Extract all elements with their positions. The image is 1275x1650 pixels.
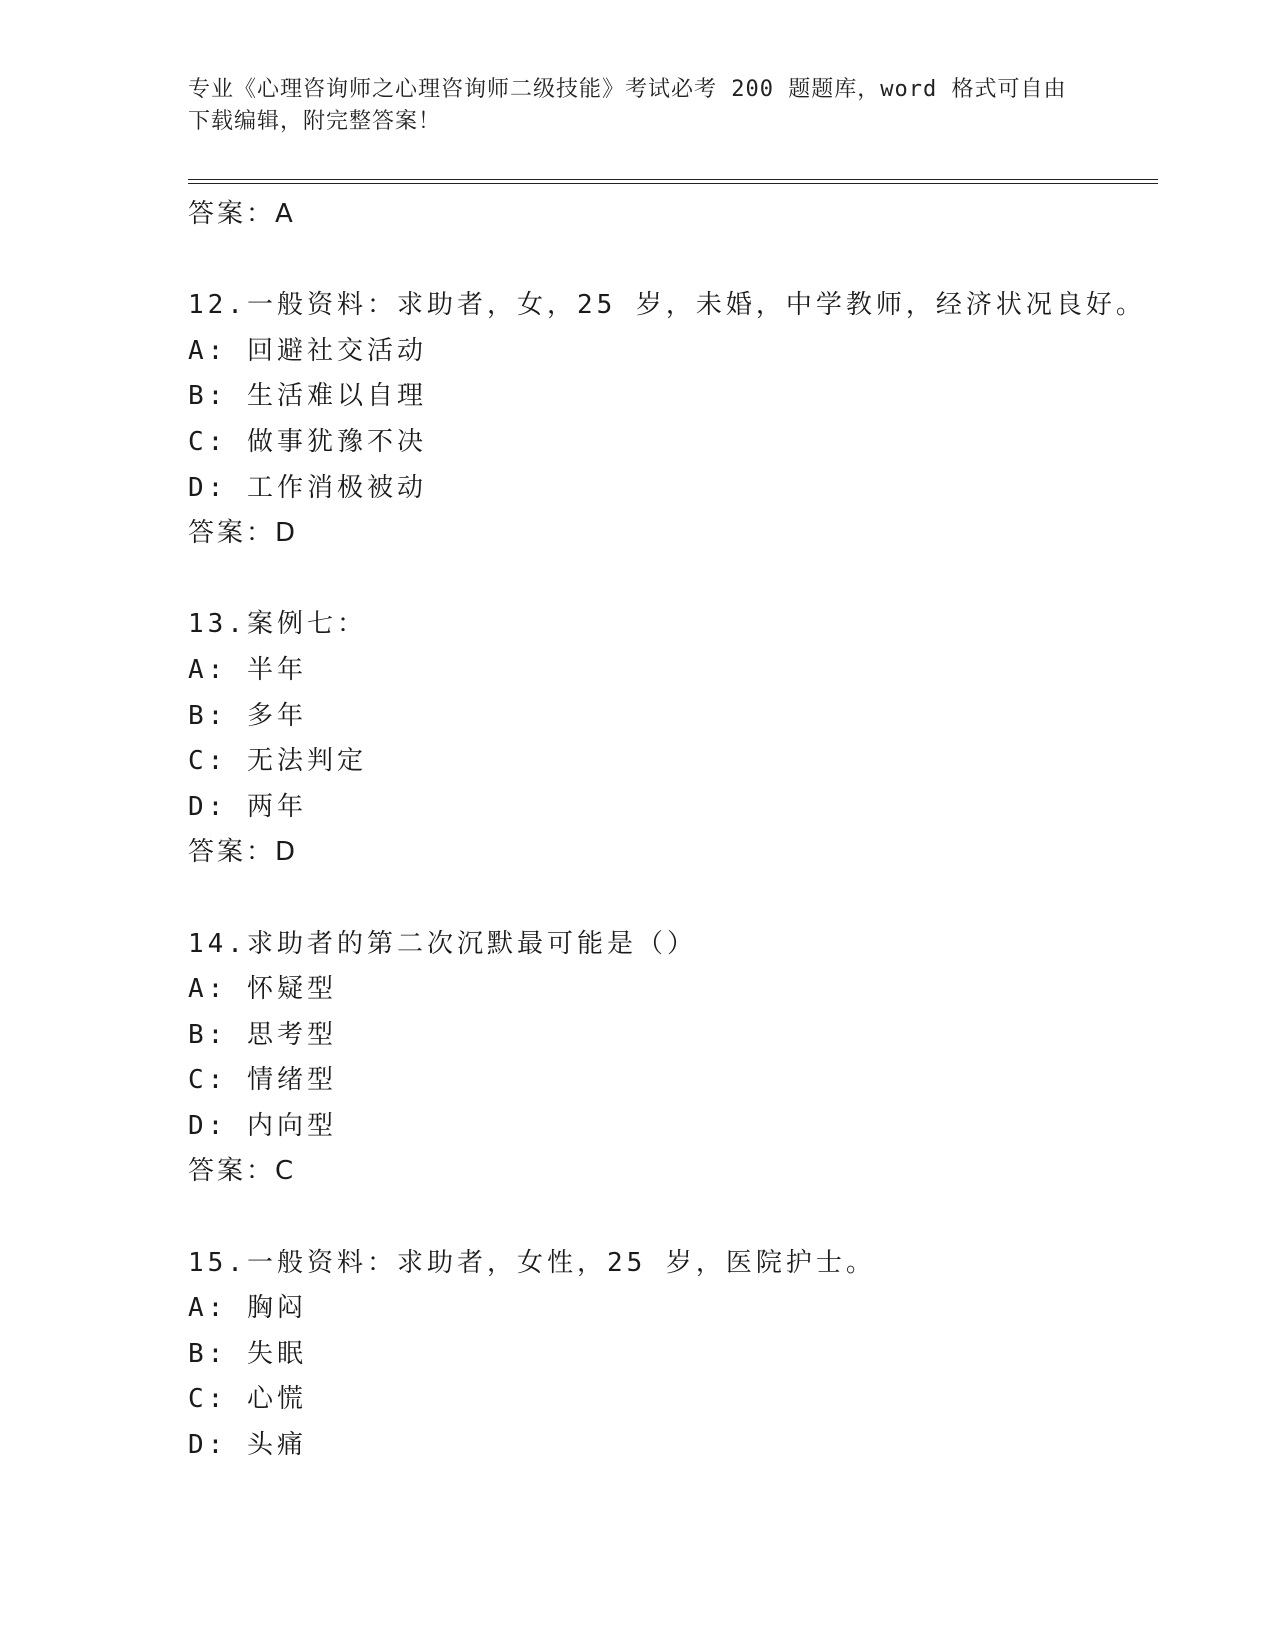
- spacer: [188, 238, 1188, 284]
- question-stem: 14.求助者的第二次沉默最可能是（）: [188, 928, 697, 959]
- option-b: B: 多年: [188, 700, 307, 731]
- option-a: A: 半年: [188, 654, 307, 685]
- answer-line: 答案：D: [188, 837, 299, 868]
- question-block-14: [188, 922, 1188, 1196]
- question-stem: 15.一般资料：求助者，女性，25 岁，医院护士。: [188, 1247, 876, 1278]
- option-d: D: 两年: [188, 791, 307, 822]
- spacer: [188, 1195, 1188, 1241]
- spacer: [188, 557, 1188, 603]
- option-b: B: 思考型: [188, 1019, 337, 1050]
- option-b: B: 生活难以自理: [188, 381, 427, 412]
- option-c: C: 情绪型: [188, 1065, 337, 1096]
- question-list: [188, 192, 1188, 1469]
- option-d: D: 工作消极被动: [188, 472, 427, 503]
- option-c: C: 心慌: [188, 1384, 307, 1415]
- header-rule: [188, 179, 1158, 184]
- answer-line: 答案：D: [188, 518, 299, 549]
- question-stem: 12.一般资料：求助者，女，25 岁，未婚，中学教师，经济状况良好。: [188, 290, 1146, 321]
- option-a: A: 胸闷: [188, 1293, 307, 1324]
- option-a: A: 怀疑型: [188, 974, 337, 1005]
- option-b: B: 失眠: [188, 1338, 307, 1369]
- option-c: C: 无法判定: [188, 746, 367, 777]
- option-d: D: 内向型: [188, 1110, 337, 1141]
- option-a: A: 回避社交活动: [188, 335, 427, 366]
- question-block-15: [188, 1241, 1188, 1469]
- spacer: [188, 876, 1188, 922]
- answer-carryover: 答案：A: [188, 199, 296, 229]
- question-block-13: [188, 602, 1188, 876]
- question-block-12: [188, 283, 1188, 557]
- answer-line: 答案：C: [188, 1156, 297, 1187]
- option-c: C: 做事犹豫不决: [188, 426, 427, 457]
- page-header: 专业《心理咨询师之心理咨询师二级技能》考试必考 200 题题库，word 格式可自由下载编辑，附完整答案！: [188, 77, 1067, 134]
- option-d: D: 头痛: [188, 1430, 307, 1461]
- question-stem: 13.案例七：: [188, 609, 367, 640]
